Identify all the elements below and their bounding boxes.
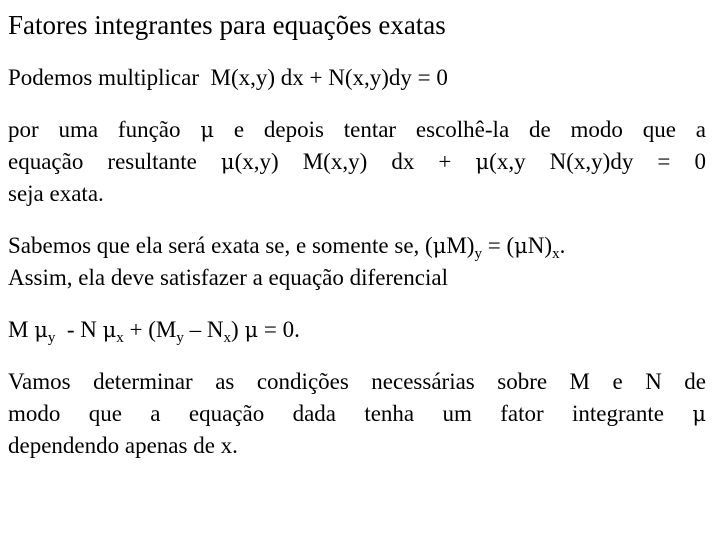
subscript-x: x [116, 330, 124, 346]
text-fragment: = 0. [258, 317, 300, 342]
paragraph-multiplier-line3: seja exata. [8, 181, 104, 206]
paragraph-intro [8, 62, 706, 94]
subscript-y: y [47, 330, 56, 346]
subscript-x: x [223, 330, 232, 346]
text-fragment: equação resultante [8, 149, 221, 174]
mu-symbol: μ [34, 318, 48, 342]
paragraph-multiplier-line1 [8, 114, 706, 146]
paragraph-conditions-line1: Vamos determinar as condições necessárias sobre M e N de [8, 369, 706, 394]
mu-symbol: μ [692, 402, 706, 426]
paragraph-conditions-line3: dependendo apenas de x. [8, 433, 238, 458]
subscript-y: y [474, 246, 482, 262]
intro-equation: M(x,y) dx + N(x,y)dy = 0 [210, 65, 448, 90]
text-fragment: ) [231, 317, 245, 342]
paragraph-multiplier-line2 [8, 146, 706, 178]
mu-symbol: μ [102, 318, 117, 342]
text-fragment: Sabemos que ela será exata se, e somente se, ( [8, 233, 433, 258]
differential-equation [8, 314, 706, 346]
mu-symbol: μ [432, 234, 447, 258]
mu-symbol: μ [475, 150, 490, 174]
text-fragment: modo que a equação dada tenha um fator integrante [8, 401, 693, 426]
text-fragment: - N [55, 317, 103, 342]
mu-symbol: μ [220, 150, 235, 174]
mu-symbol: μ [244, 318, 259, 342]
paragraph-conditions-line2 [8, 398, 706, 430]
text-fragment: (x,y N(x,y)dy = 0 [489, 149, 706, 174]
text-fragment: . [559, 233, 566, 258]
mu-symbol: μ [200, 118, 214, 142]
subscript-y: y [176, 330, 184, 346]
intro-text: Podemos multiplicar [8, 65, 205, 90]
text-fragment: (x,y) M(x,y) dx + [234, 149, 476, 174]
subscript-x: x [552, 246, 560, 262]
text-fragment: M [8, 317, 35, 342]
text-fragment: por uma função [8, 117, 201, 142]
paragraph-exactness-line2: Assim, ela deve satisfazer a equação diferencial [8, 265, 448, 290]
slide-title: Fatores integrantes para equações exatas [8, 10, 446, 40]
text-fragment: = ( [481, 233, 515, 258]
paragraph-exactness-line1 [8, 230, 706, 262]
text-fragment: N) [527, 233, 553, 258]
mu-symbol: μ [514, 234, 528, 258]
text-fragment: e depois tentar escolhê-la de modo que a [213, 117, 706, 142]
text-fragment: M) [446, 233, 475, 258]
text-fragment: + (M [123, 317, 177, 342]
text-fragment: – N [183, 317, 224, 342]
